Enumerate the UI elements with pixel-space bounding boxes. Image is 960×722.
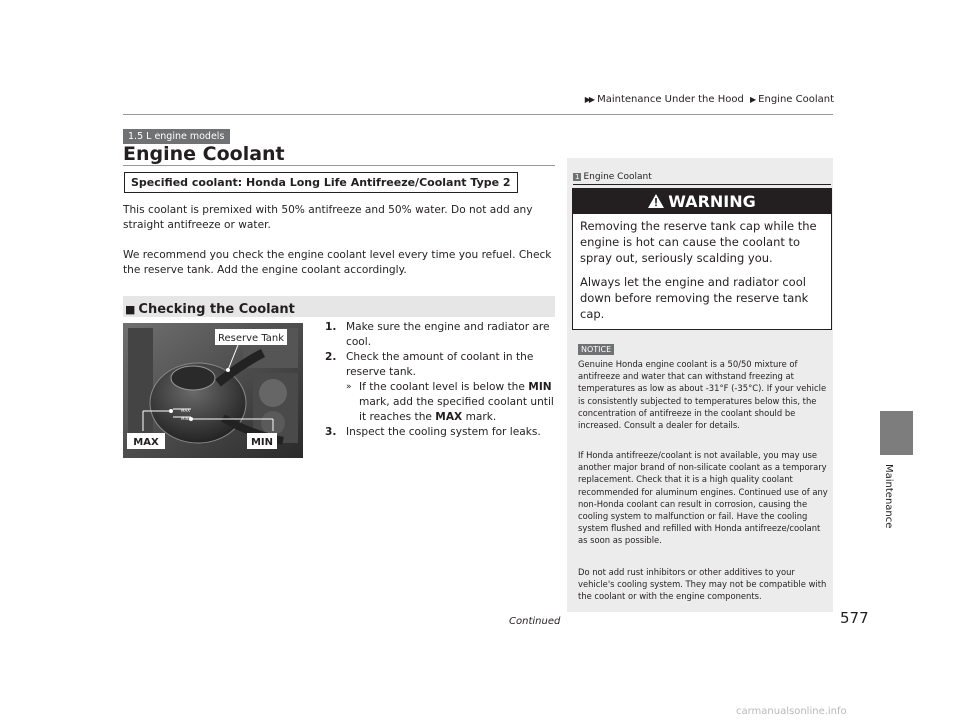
tank-min-mark: MIN (181, 416, 189, 421)
step-text: Check the amount of coolant in the reserve tank. (346, 351, 534, 378)
page-title: Engine Coolant (123, 143, 285, 165)
step-number: 3. (325, 426, 337, 438)
reference-marker-icon: 1 (575, 173, 580, 181)
breadcrumb (585, 94, 834, 105)
step-item (325, 350, 557, 380)
continued-label: Continued (509, 616, 561, 627)
substep-arrow-icon: » (346, 382, 352, 392)
breadcrumb-item-maintenance[interactable]: Maintenance Under the Hood (597, 94, 744, 105)
max-label: MAX (133, 437, 159, 448)
specified-coolant-box: Specified coolant: Honda Long Life Antifreeze/Coolant Type 2 (124, 172, 518, 193)
notice-text-2: If Honda antifreeze/coolant is not available, you may use another major brand of non-silicate coolant as a temporary replacement. Check that it is a high quality coolant recommended for aluminum engines. Continued use of any non-Honda coolant can result in corrosion, causing the cooling system to malfunction or fail. Have the cooling system flushed and refilled with Honda antifreeze/coolant as soon as possible. (578, 450, 828, 546)
engine-model-badge: 1.5 L engine models (123, 129, 230, 144)
step-item (325, 425, 557, 440)
notice-text-3: Do not add rust inhibitors or other additives to your vehicle's cooling system. They may not be compatible with the coolant or with the engine components. (578, 567, 827, 602)
breadcrumb-arrow-icon: ▶▶ (584, 95, 594, 104)
sidebar-heading[interactable]: 1 Engine Coolant (575, 172, 652, 182)
step-number: 1. (325, 321, 337, 333)
notice-text-1: Genuine Honda engine coolant is a 50/50 mixture of antifreeze and water that can withstand freezing at temperatures as low as about -31°F (-35°C). If your vehicle is consistently subjected to temperatures below this, the concentration of antifreeze in the coolant should be increased. Consult a dealer for details. (578, 359, 827, 431)
step-text: Inspect the cooling system for leaks. (346, 426, 541, 438)
step-item (325, 320, 557, 350)
sidebar-rule (573, 184, 831, 185)
section-tab[interactable] (880, 411, 913, 455)
title-rule (123, 165, 555, 166)
section-title: Checking the Coolant (138, 302, 295, 317)
intro-paragraph: This coolant is premixed with 50% antifreeze and 50% water. Do not add any straight antifreeze or water. (123, 204, 533, 231)
step-number: 2. (325, 351, 337, 363)
breadcrumb-item-engine-coolant[interactable]: Engine Coolant (758, 94, 834, 105)
step-text: Make sure the engine and radiator are cool. (346, 321, 550, 348)
notice-badge: NOTICE (578, 344, 614, 355)
warning-triangle-icon (648, 190, 664, 204)
watermark: carmanualsonline.info (736, 706, 847, 717)
header-rule (123, 114, 833, 115)
page-number: 577 (840, 609, 869, 627)
warning-header (573, 189, 831, 214)
reserve-tank-label: Reserve Tank (217, 333, 285, 344)
recommendation-paragraph: We recommend you check the engine coolant level every time you refuel. Check the reserve tank. Add the engine coolant accordingly. (123, 249, 552, 276)
warning-text-1: Removing the reserve tank cap while the engine is hot can cause the coolant to spray out, seriously scalding you. (580, 219, 817, 265)
section-marker-icon: ■ (125, 303, 136, 316)
engine-bay-illustration (123, 323, 303, 458)
section-header (123, 296, 555, 317)
warning-title: WARNING (668, 192, 756, 211)
section-tab-label: Maintenance (883, 464, 894, 529)
procedure-steps (325, 320, 557, 440)
breadcrumb-arrow-icon: ▶ (750, 95, 755, 104)
warning-text-2: Always let the engine and radiator cool down before removing the reserve tank cap. (580, 275, 809, 321)
tank-max-mark: MAX (181, 408, 190, 413)
min-label: MIN (250, 437, 274, 448)
coolant-reservoir-figure (123, 323, 303, 458)
substep-item: » If the coolant level is below the MIN mark, add the specified coolant until it reaches the MAX mark. (346, 381, 554, 423)
